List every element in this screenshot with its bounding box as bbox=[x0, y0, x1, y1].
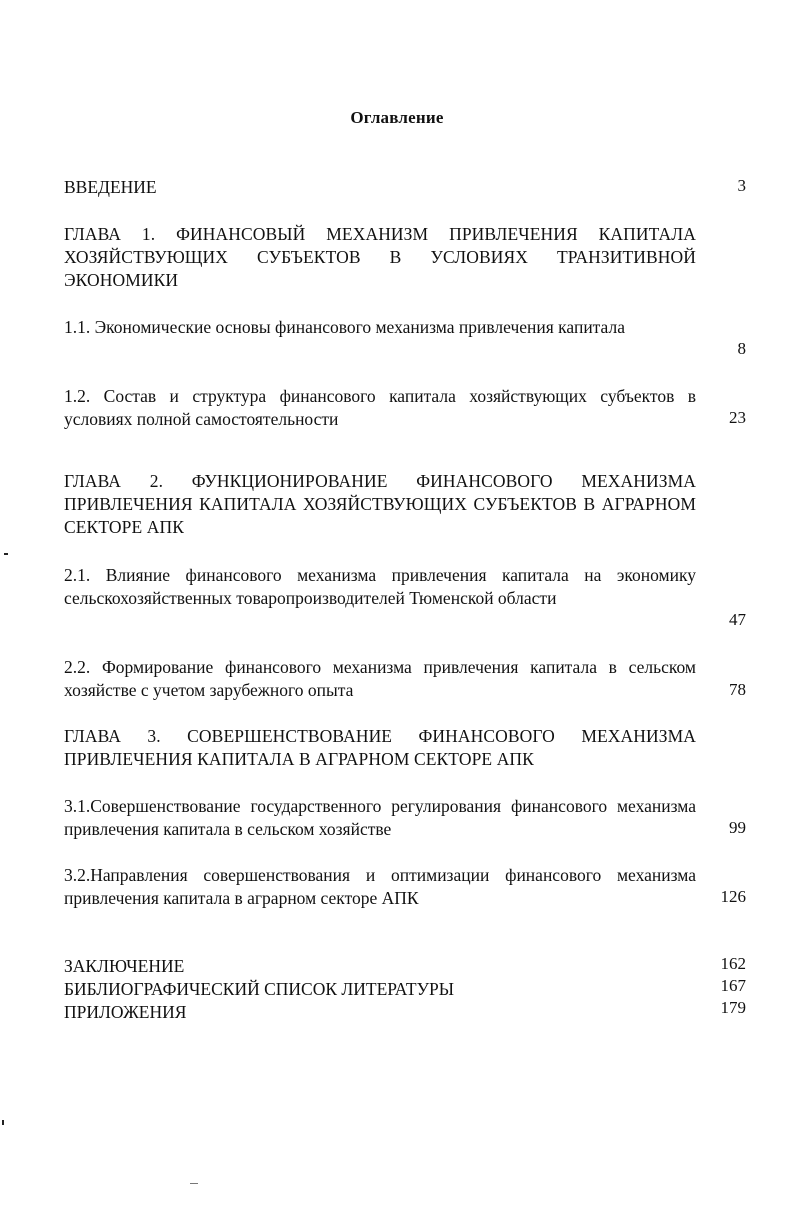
toc-chapter-text: ГЛАВА 2. ФУНКЦИОНИРОВАНИЕ ФИНАНСОВОГО МЕХАНИЗМА ПРИВЛЕЧЕНИЯ КАПИТАЛА ХОЗЯЙСТВУЮЩИХ СУБЪЕКТОВ В АГРАРНОМ СЕКТОРЕ АПК bbox=[64, 471, 696, 537]
toc-entry-text: ПРИЛОЖЕНИЯ bbox=[64, 1002, 187, 1022]
toc-section-3-1 bbox=[64, 795, 696, 841]
scan-speck bbox=[2, 1120, 4, 1125]
toc-entry-text: ВВЕДЕНИЕ bbox=[64, 177, 157, 197]
toc-entry-text: 3.1.Совершенствование государственного регулирования финансового механизма привлечения капитала в сельском хозяйстве bbox=[64, 796, 696, 839]
toc-page-number: 8 bbox=[737, 339, 746, 358]
toc-page-number: 162 bbox=[720, 954, 746, 973]
scan-speck bbox=[4, 553, 8, 555]
toc-page-number: 23 bbox=[729, 408, 746, 427]
toc-chapter-text: ГЛАВА 1. ФИНАНСОВЫЙ МЕХАНИЗМ ПРИВЛЕЧЕНИЯ КАПИТАЛА ХОЗЯЙСТВУЮЩИХ СУБЪЕКТОВ В УСЛОВИЯХ ТРАНЗИТИВНОЙ ЭКОНОМИКИ bbox=[64, 224, 696, 290]
toc-entry-appendices bbox=[64, 1001, 696, 1024]
toc-section-2-2 bbox=[64, 656, 696, 702]
toc-entry-text: БИБЛИОГРАФИЧЕСКИЙ СПИСОК ЛИТЕРАТУРЫ bbox=[64, 979, 454, 999]
toc-page-number: 179 bbox=[720, 998, 746, 1017]
toc-page-number: 99 bbox=[729, 818, 746, 837]
toc-section-1-2 bbox=[64, 385, 696, 431]
scan-speck bbox=[190, 1183, 198, 1184]
toc-section-3-2 bbox=[64, 864, 696, 910]
toc-entry-text: 3.2.Направления совершенствования и оптимизации финансового механизма привлечения капитала в аграрном секторе АПК bbox=[64, 865, 696, 908]
toc-section-1-1 bbox=[64, 316, 696, 339]
toc-entry-text: 2.1. Влияние финансового механизма привлечения капитала на экономику сельскохозяйственных товаропроизводителей Тюменской области bbox=[64, 565, 696, 608]
toc-page-number: 167 bbox=[720, 976, 746, 995]
toc-entry-text: 1.2. Состав и структура финансового капитала хозяйствующих субъектов в условиях полной самостоятельности bbox=[64, 386, 696, 429]
toc-entry-introduction bbox=[64, 176, 696, 199]
toc-chapter-2 bbox=[64, 470, 696, 539]
toc-chapter-1 bbox=[64, 223, 696, 292]
page-title: Оглавление bbox=[350, 108, 444, 127]
toc-page-number: 78 bbox=[729, 680, 746, 699]
toc-entry-bibliography bbox=[64, 978, 696, 1001]
toc-entry-text: 2.2. Формирование финансового механизма привлечения капитала в сельском хозяйстве с учетом зарубежного опыта bbox=[64, 657, 696, 700]
toc-chapter-3 bbox=[64, 725, 696, 771]
toc-page-number: 47 bbox=[729, 610, 746, 629]
toc-page-number: 3 bbox=[737, 176, 746, 195]
toc-entry-text: ЗАКЛЮЧЕНИЕ bbox=[64, 956, 185, 976]
toc-page-number: 126 bbox=[720, 887, 746, 906]
toc-section-2-1 bbox=[64, 564, 696, 610]
toc-entry-text: 1.1. Экономические основы финансового механизма привлечения капитала bbox=[64, 317, 625, 337]
toc-entry-conclusion bbox=[64, 955, 696, 978]
toc-chapter-text: ГЛАВА 3. СОВЕРШЕНСТВОВАНИЕ ФИНАНСОВОГО МЕХАНИЗМА ПРИВЛЕЧЕНИЯ КАПИТАЛА В АГРАРНОМ СЕКТОРЕ АПК bbox=[64, 726, 696, 769]
